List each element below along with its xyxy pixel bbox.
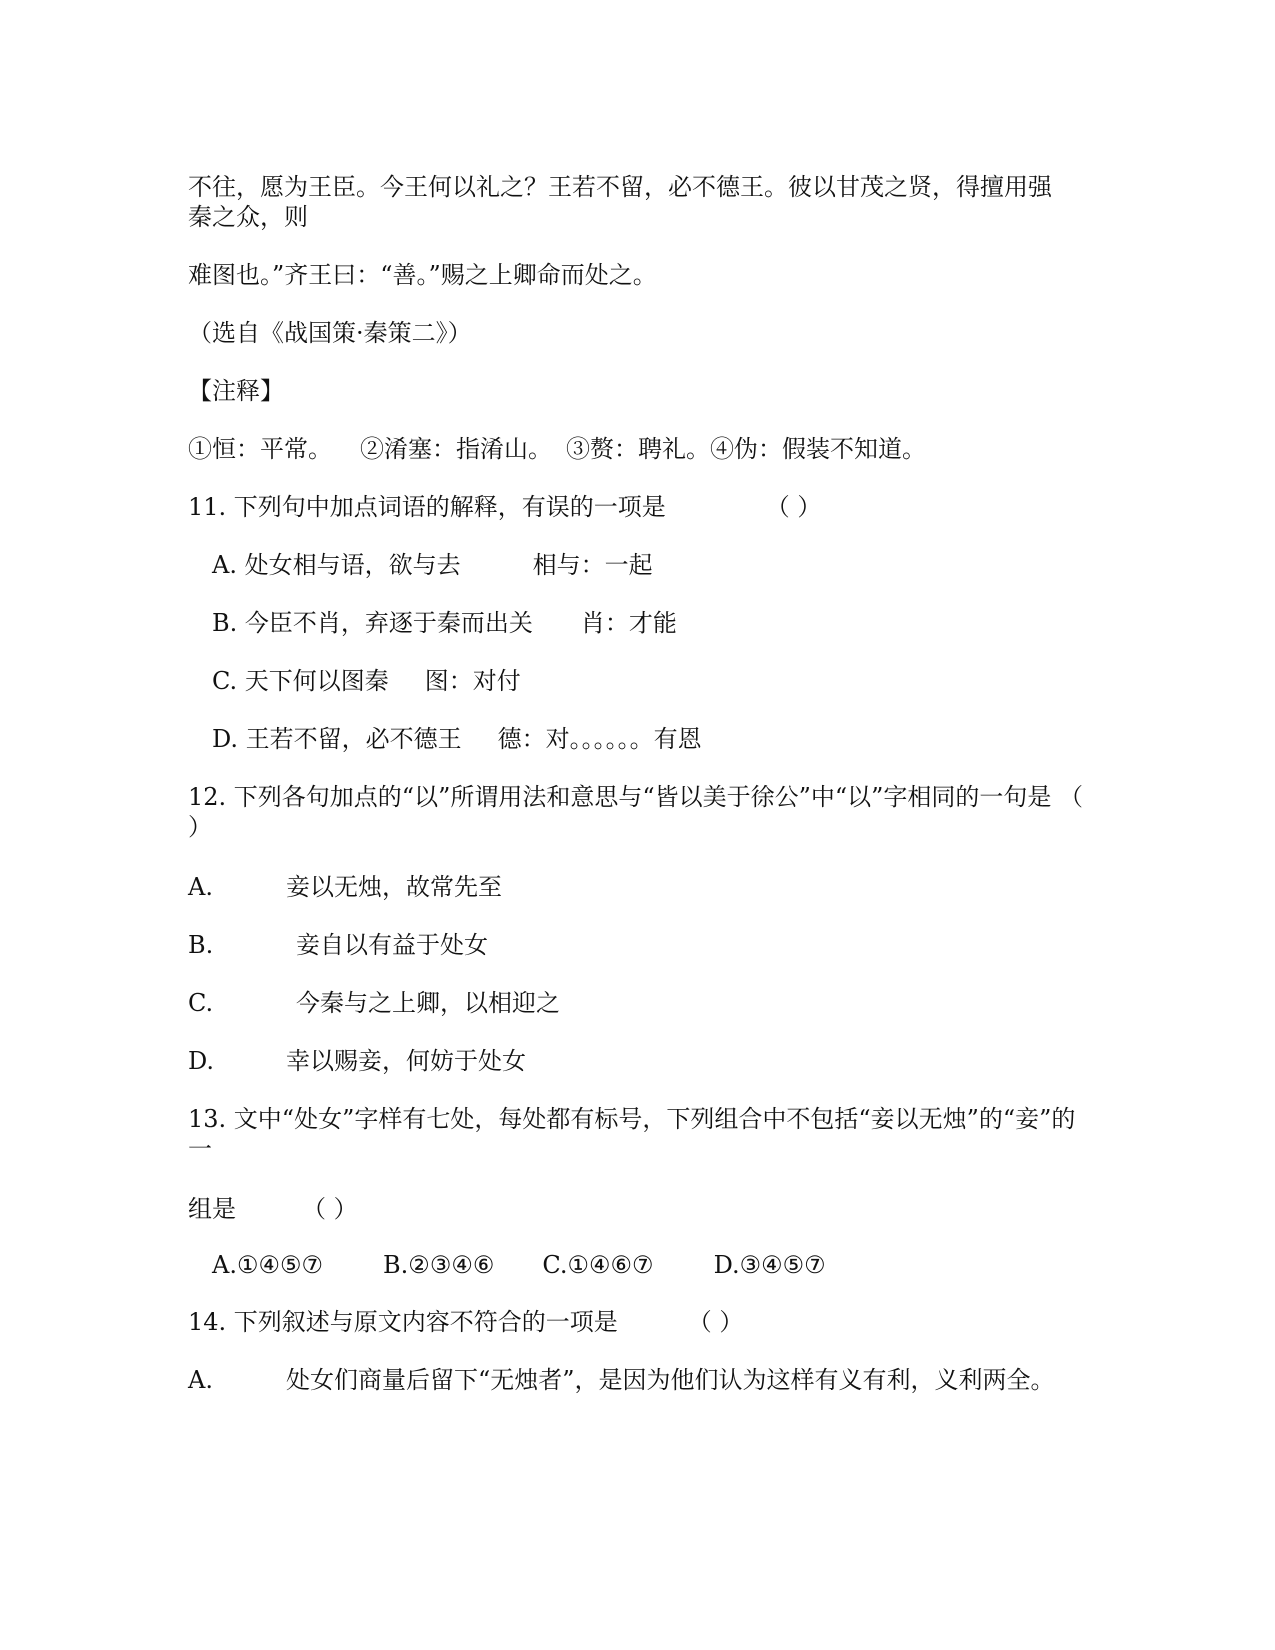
passage-line: 难图也。”齐王曰：“善。”赐之上卿命而处之。 xyxy=(188,261,657,289)
note-item: ①恒：平常。 xyxy=(188,435,332,463)
source-citation: （选自《战国策·秦策二》） xyxy=(188,319,472,347)
question-11-option: A. 处女相与语，欲与去 相与：一起 xyxy=(212,551,653,579)
note-item: ④伪：假装不知道。 xyxy=(710,435,926,463)
question-11-option: B. 今臣不肖，弃逐于秦而出关 肖：才能 xyxy=(212,609,677,637)
question-12-option: A. 妾以无烛，故常先至 xyxy=(188,873,502,901)
answer-paren: （ ） xyxy=(765,493,822,521)
question-12-option: B. 妾自以有益于处女 xyxy=(188,931,488,959)
answer-paren: （ ） xyxy=(687,1308,744,1336)
question-12-option: D. 幸以赐妾，何妨于处女 xyxy=(188,1047,526,1075)
question-13-options: A.①④⑤⑦ B.②③④⑥ C.①④⑥⑦ D.③④⑤⑦ xyxy=(212,1251,826,1279)
note-item: ③赘：聘礼。 xyxy=(566,435,710,463)
question-13-stem-cont: 一 xyxy=(188,1135,212,1163)
question-14-stem: 14. 下列叙述与原文内容不符合的一项是 （ ） xyxy=(188,1308,744,1336)
question-13-stem-line3: 组是 （ ） xyxy=(188,1195,358,1223)
question-11-stem: 11. 下列句中加点词语的解释，有误的一项是 （ ） xyxy=(188,493,822,521)
question-12-stem: 12. 下列各句加点的“以”所谓用法和意思与“皆以美于徐公”中“以”字相同的一句是 （ xyxy=(188,783,1084,811)
notes-list xyxy=(188,434,926,464)
question-12-option: C. 今秦与之上卿，以相迎之 xyxy=(188,989,560,1017)
question-13-stem: 13. 文中“处女”字样有七处，每处都有标号，下列组合中不包括“妾以无烛”的“妾”的 xyxy=(188,1105,1076,1133)
note-item: ②淆塞：指淆山。 xyxy=(360,435,552,463)
question-11-option: D. 王若不留，必不德王 德：对。。。。。。有恩 xyxy=(212,725,702,753)
notes-heading: 【注释】 xyxy=(188,377,284,405)
question-12-stem-end: ） xyxy=(188,813,212,841)
passage-line: 秦之众，则 xyxy=(188,203,308,231)
question-14-option: A. 处女们商量后留下“无烛者”，是因为他们认为这样有义有利，义利两全。 xyxy=(188,1366,1055,1394)
passage-line: 不往，愿为王臣。今王何以礼之？王若不留，必不德王。彼以甘茂之贤，得擅用强 xyxy=(188,173,1052,201)
question-11-option: C. 天下何以图秦 图：对付 xyxy=(212,667,521,695)
answer-paren: （ ） xyxy=(302,1195,358,1223)
